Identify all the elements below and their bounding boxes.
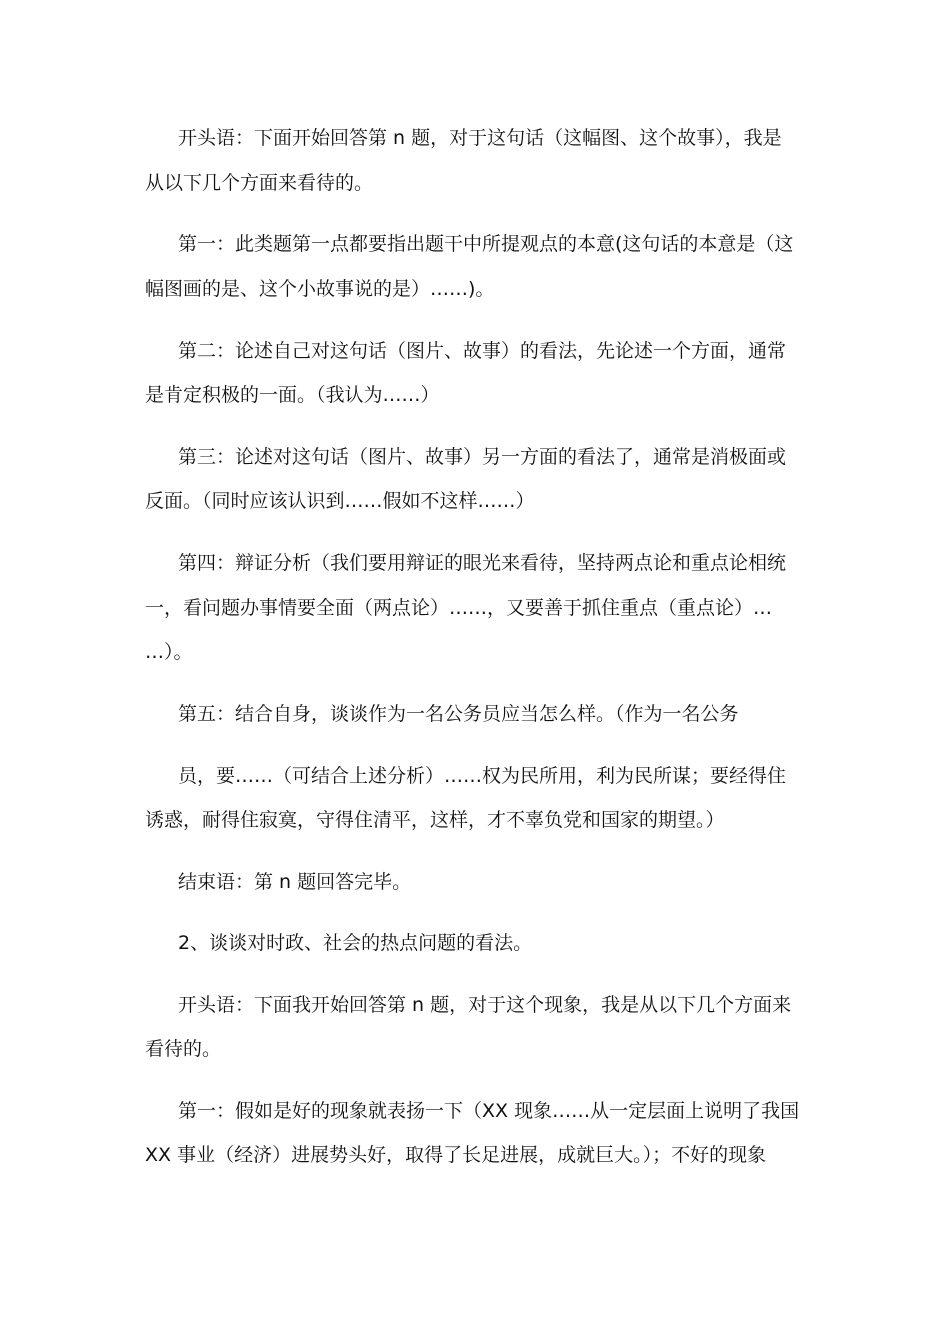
text-line: 第三：论述对这句话（图片、故事）另一方面的看法了，通常是消极面或	[178, 446, 787, 468]
text-line: 第五：结合自身，谈谈作为一名公务员应当怎么样。（作为一名公务	[178, 703, 739, 725]
text-line: 2、谈谈对时政、社会的热点问题的看法。	[178, 932, 533, 954]
text-line: 结束语：第 n 题回答完毕。	[178, 871, 412, 893]
text-line: …）。	[145, 641, 193, 663]
text-line: XX 事业（经济）进展势头好，取得了长足进展，成就巨大。）；不好的现象	[145, 1144, 767, 1166]
text-line: 第一：假如是好的现象就表扬一下（XX 现象……从一定层面上说明了我国	[178, 1100, 800, 1122]
text-line: 看待的。	[145, 1038, 222, 1060]
text-line: 反面。（同时应该认识到……假如不这样……）	[145, 490, 535, 512]
text-line: 第四：辩证分析（我们要用辩证的眼光来看待，坚持两点论和重点论相统	[178, 552, 787, 574]
text-line: 第一：此类题第一点都要指出题干中所提观点的本意(这句话的本意是（这	[178, 233, 794, 255]
text-line: 幅图画的是、这个小故事说的是）……)。	[145, 278, 495, 300]
text-line: 开头语：下面开始回答第 n 题，对于这句话（这幅图、这个故事），我是	[178, 127, 782, 149]
text-line: 一，看问题办事情要全面（两点论）……，又要善于抓住重点（重点论）…	[145, 597, 773, 619]
text-line: 诱惑，耐得住寂寞，守得住清平，这样，才不辜负党和国家的期望。）	[145, 809, 725, 831]
text-line: 从以下几个方面来看待的。	[145, 172, 374, 194]
text-line: 第二：论述自己对这句话（图片、故事）的看法，先论述一个方面，通常	[178, 340, 787, 362]
text-line: 开头语：下面我开始回答第 n 题，对于这个现象，我是从以下几个方面来	[178, 994, 792, 1016]
text-line: 员，要……（可结合上述分析）……权为民所用，利为民所谋；要经得住	[178, 765, 787, 787]
text-line: 是肯定积极的一面。（我认为……）	[145, 384, 440, 406]
